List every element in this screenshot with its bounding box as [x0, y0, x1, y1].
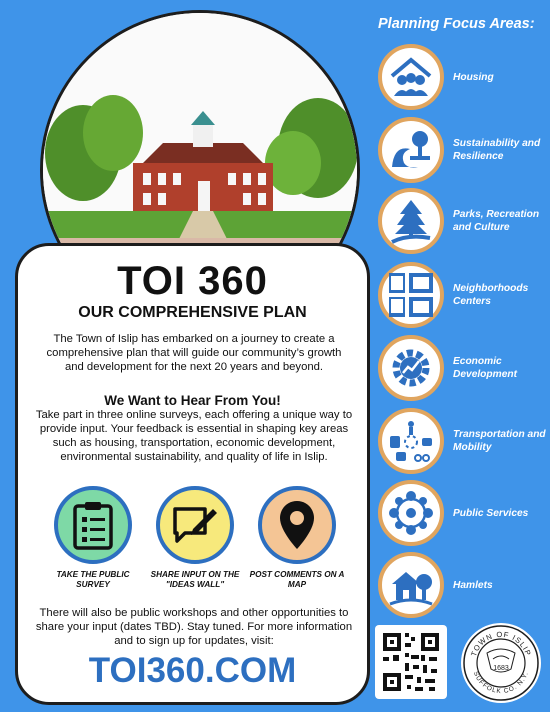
ideas-wall-action[interactable]	[145, 486, 245, 590]
house-tree-icon	[378, 552, 444, 618]
seal-bottom-text: SUFFOLK CO. N.Y.	[471, 670, 530, 696]
focus-item-public-services	[378, 480, 548, 546]
focus-label-public-services: Public Services	[453, 507, 529, 519]
feedback-paragraph: Take part in three online surveys, each offering a unique way to provide input. Your feedback is essential in shaping key areas such as housing, transportation, economic development, environmental sustainability, and quality of life in Islip.	[35, 409, 353, 463]
town-seal	[461, 623, 541, 703]
map-comment-action[interactable]	[247, 486, 347, 590]
focus-label-neighborhoods: Neighborhoods Centers	[453, 283, 529, 307]
network-people-icon	[378, 480, 444, 546]
map-pin-icon	[258, 486, 336, 564]
qr-code[interactable]	[375, 625, 447, 699]
focus-areas-heading: Planning Focus Areas:	[378, 16, 535, 32]
focus-label-economic: Economic Development	[453, 356, 517, 380]
focus-item-parks	[378, 188, 548, 254]
seal-top-text: TOWN OF ISLIP	[468, 629, 533, 658]
focus-item-hamlets	[378, 552, 548, 618]
focus-item-sustainability	[378, 117, 548, 183]
focus-item-housing	[378, 44, 548, 110]
transit-modes-icon	[378, 408, 444, 474]
focus-label-sustainability: Sustainability and Resilience	[453, 138, 541, 162]
focus-label-transportation: Transportation and Mobility	[453, 429, 546, 453]
focus-item-economic	[378, 335, 548, 401]
page-subtitle: OUR COMPREHENSIVE PLAN	[78, 304, 307, 321]
main-panel	[15, 243, 370, 705]
focus-item-neighborhoods	[378, 262, 548, 328]
street-grid-icon	[378, 262, 444, 328]
pine-tree-path-icon	[378, 188, 444, 254]
survey-action[interactable]	[43, 486, 143, 590]
workshops-paragraph: There will also be public workshops and other opportunities to share your input (dates TBD). Stay tuned. For more information and to sign up for updates, visit:	[35, 607, 353, 647]
focus-label-hamlets: Hamlets	[453, 579, 493, 591]
focus-label-parks: Parks, Recreation and Culture	[453, 209, 540, 233]
clipboard-checklist-icon	[54, 486, 132, 564]
gear-chart-icon	[378, 335, 444, 401]
town-seal-emblem	[461, 623, 541, 703]
speech-bubble-pen-icon	[156, 486, 234, 564]
ideas-wall-label: SHARE INPUT ON THE "IDEAS WALL"	[150, 570, 240, 589]
page-title: TOI 360	[117, 259, 268, 303]
houses-people-icon	[378, 44, 444, 110]
feedback-heading: We Want to Hear From You!	[104, 393, 281, 408]
map-comment-label: POST COMMENTS ON A MAP	[249, 570, 345, 589]
survey-label: TAKE THE PUBLIC SURVEY	[56, 570, 130, 589]
svg-text:SUFFOLK CO. N.Y.	[472, 671, 530, 696]
website-link[interactable]: TOI360.COM	[88, 651, 297, 690]
intro-paragraph: The Town of Islip has embarked on a journey to create a comprehensive plan that will guide our community’s growth and development for the next 20 years and beyond.	[46, 333, 342, 373]
focus-label-housing: Housing	[453, 71, 494, 83]
wave-tree-icon	[378, 117, 444, 183]
seal-year: 1683	[493, 665, 509, 672]
focus-item-transportation	[378, 408, 548, 474]
